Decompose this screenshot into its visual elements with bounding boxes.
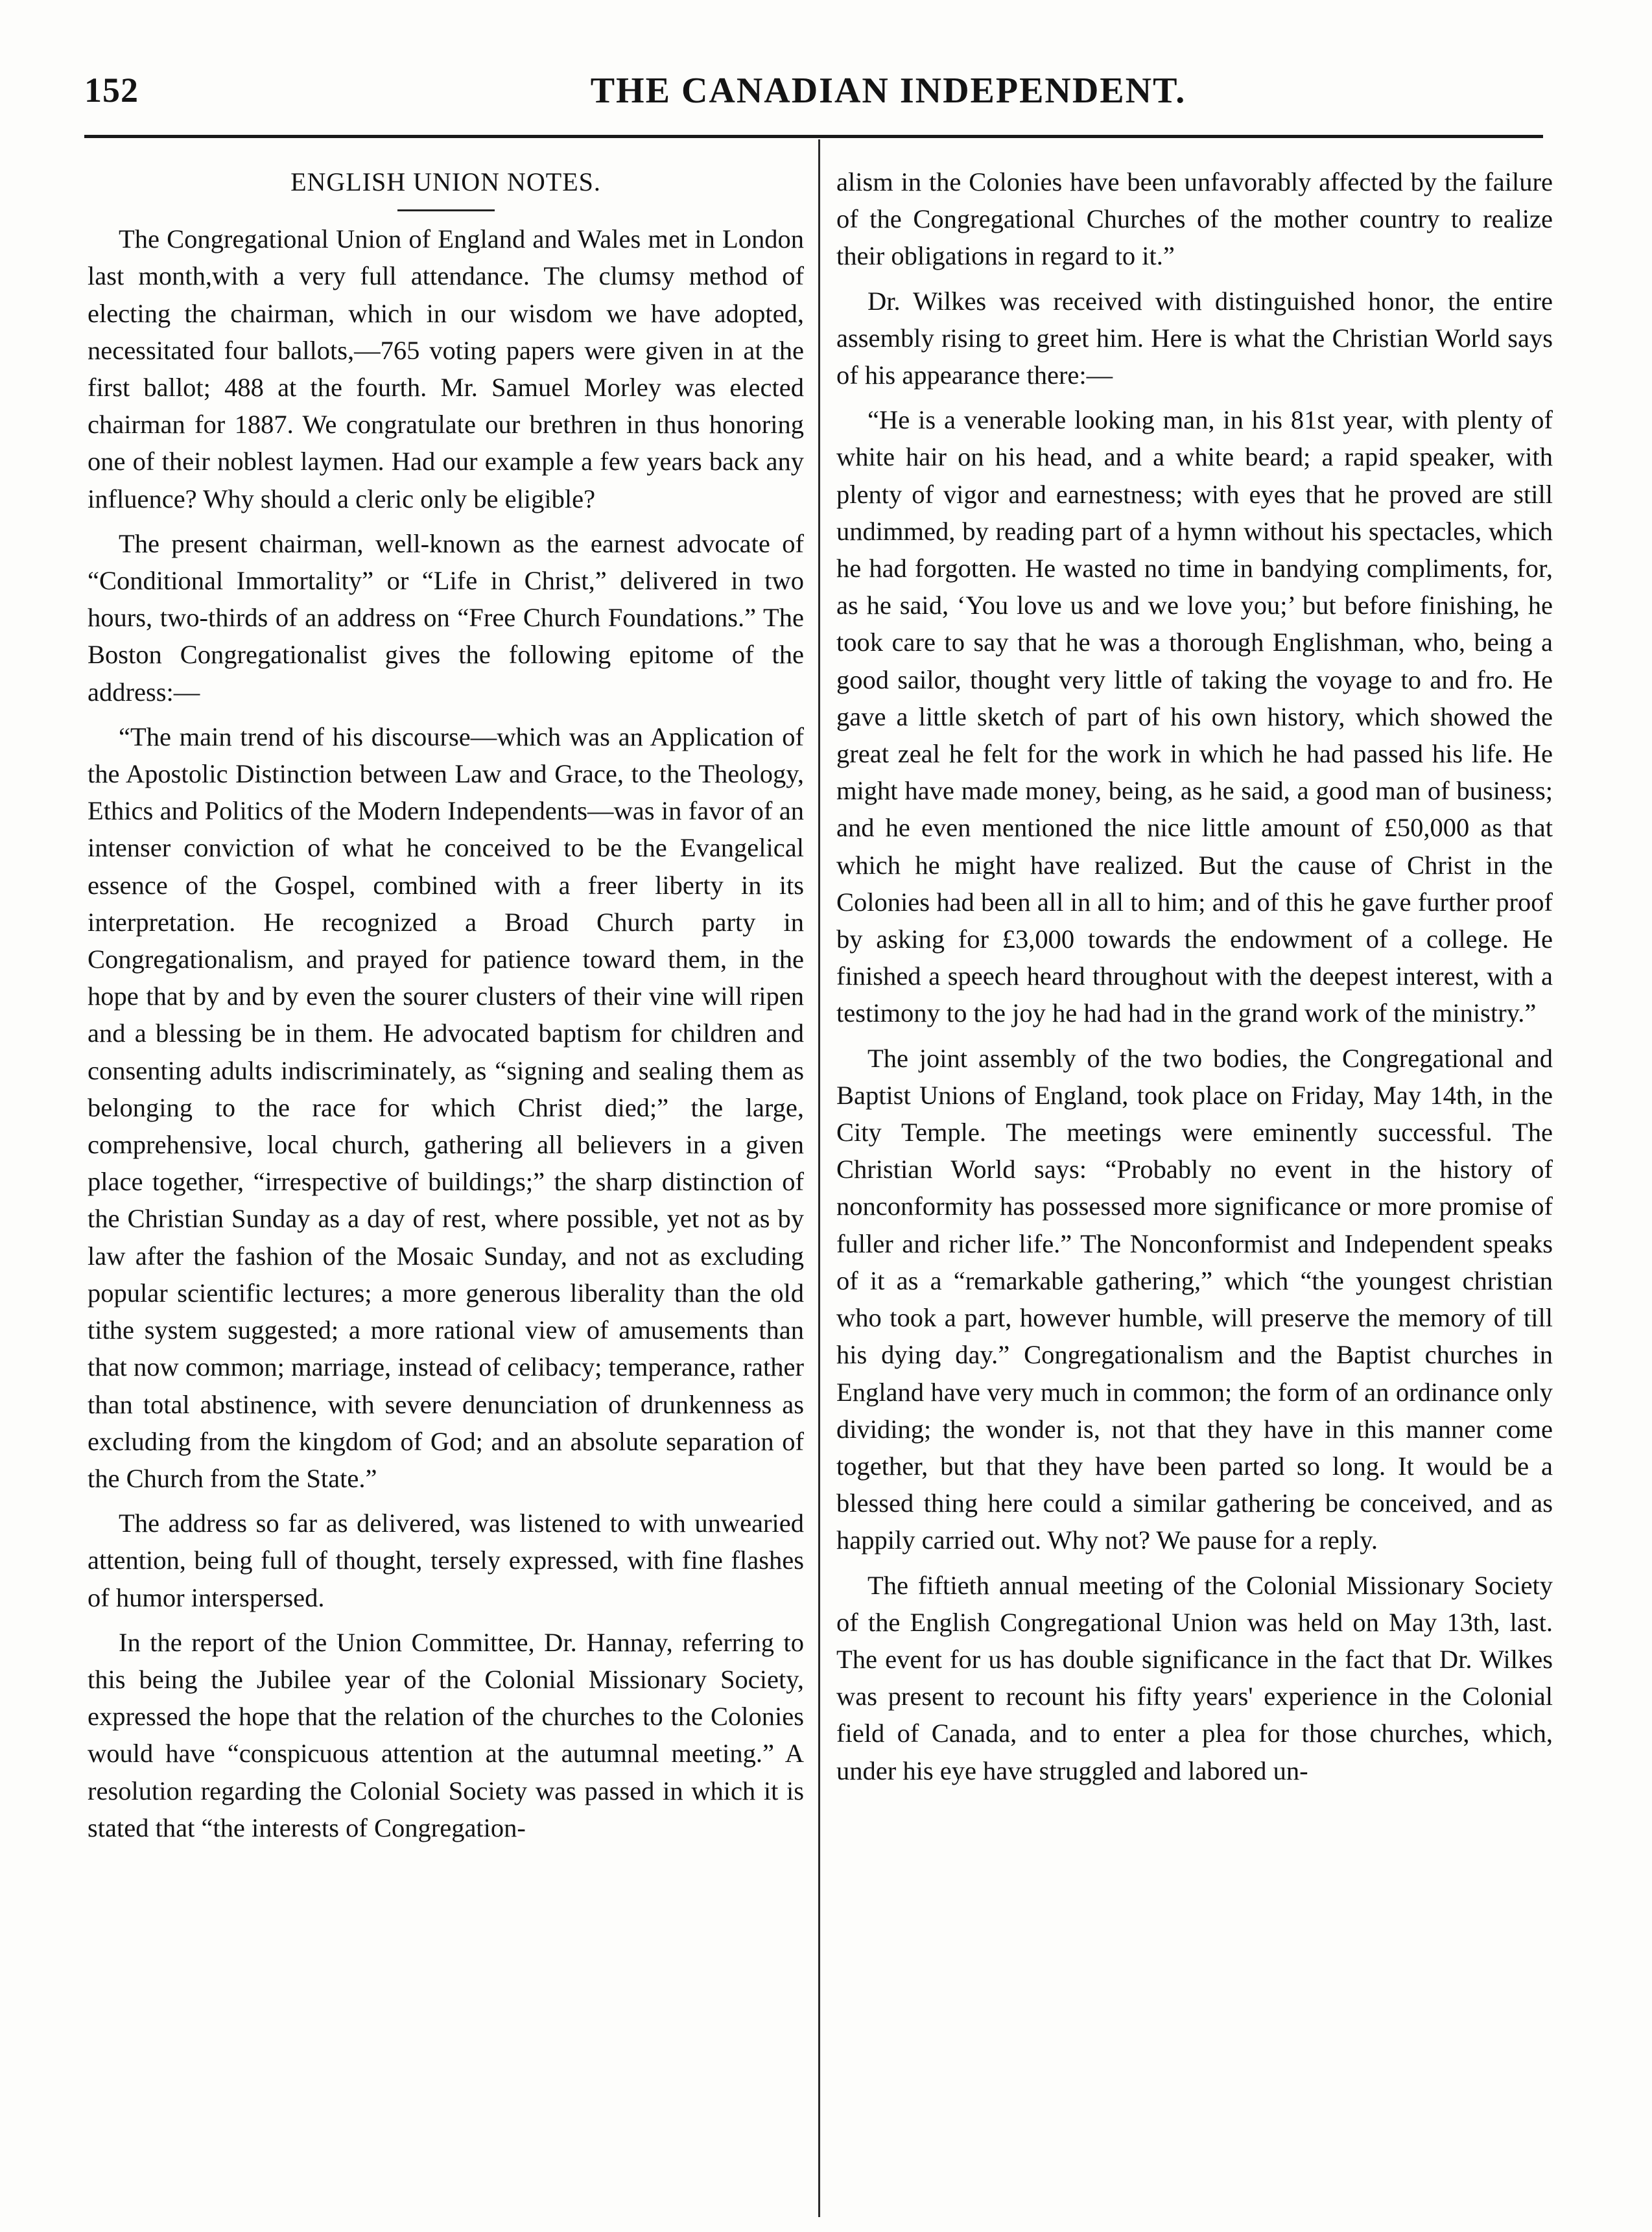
title-rule xyxy=(397,209,495,211)
paragraph-continuation: alism in the Colonies have been unfavorably affected by the failure of the Congregational Churches of the mother country to realize their obligations in regard to it.” xyxy=(836,167,1553,271)
quoted-paragraph: “The main trend of his discourse—which was an Application of the Apostolic Distinction between Law and Grace, to the Theology, Ethics and Politics of the Modern Independents—was in favor of an intenser conviction of what he conceived to be the Evangelical essence of the Gospel, combined with a freer liberty in its interpretation. He recognized a Broad Church party in Congregationalism, and prayed for patience toward them, in the hope that by and by even the sourer clusters of their vine will ripen and a blessing be in them. He advocated baptism for children and consenting adults indiscriminately, as “signing and sealing them as belonging to the race for which Christ died;” the large, comprehensive, local church, gathering all believers in a given place together, “irrespective of buildings;” the sharp distinction of the Christian Sunday as a day of rest, where possible, yet not as by law after the fashion of the Mosaic Sunday, and not as excluding popular scientific lectures; a more generous liberality than the old tithe system suggested; a more rational view of amusements than that now common; marriage, instead of celibacy; temperance, rather than total abstinence, with severe denunciation of drunkenness as excluding from the kingdom of God; and an absolute separation of the Church from the State.” xyxy=(88,722,804,1493)
paragraph: The fiftieth annual meeting of the Colonial Missionary Society of the English Congregational Union was held on May 13th, last. The event for us has double significance in the fact that Dr. Wilkes was present to recount his fifty years' experience in the Colonial field of Canada, and to enter a plea for those churches, which, under his eye have struggled and labored un- xyxy=(836,1570,1553,1785)
left-column xyxy=(88,163,804,1854)
right-column xyxy=(836,163,1553,1797)
quoted-paragraph: “He is a venerable looking man, in his 81st year, with plenty of white hair on his head, and a white beard; a rapid speaker, with plenty of vigor and earnestness; with eyes that he proved are still undimmed, by reading part of a hymn without his spectacles, which he had forgotten. He wasted no time in bandying compliments, for, as he said, ‘You love us and we love you;’ but before finishing, he took care to say that he was a thorough Englishman, who, being a good sailor, thought very little of taking the voyage to and fro. He gave a little sketch of part of his own history, which showed the great zeal he felt for the work in which he had passed his life. He might have made money, being, as he said, a good man of business; and he even mentioned the nice little amount of £50,000 as that which he might have realized. But the cause of Christ in the Colonies had been all in all to him; and of this he gave further proof by asking for £3,000 towards the endowment of a college. He finished a speech heard throughout with the deepest interest, with a testimony to the joy he had had in the grand work of the ministry.” xyxy=(836,405,1553,1028)
column-divider xyxy=(818,139,820,2217)
paragraph: The present chairman, well-known as the earnest advocate of “Conditional Immortality” or “Life in Christ,” delivered in two hours, two-thirds of an address on “Free Church Foundations.” The Boston Congregationalist gives the following epitome of the address:— xyxy=(88,528,804,707)
journal-title: THE CANADIAN INDEPENDENT. xyxy=(590,71,1186,111)
paragraph: The Congregational Union of England and Wales met in London last month,with a very full attendance. The clumsy method of electing the chairman, which in our wisdom we have adopted, necessitated four ballots,—765 voting papers were given in at the first ballot; 488 at the fourth. Mr. Samuel Morley was elected chairman for 1887. We congratulate our brethren in thus honoring one of their noblest laymen. Had our example a few years back any influence? Why should a cleric only be eligible? xyxy=(88,224,804,513)
article-title: ENGLISH UNION NOTES. xyxy=(290,167,601,196)
header-rule xyxy=(84,135,1543,138)
paragraph: The address so far as delivered, was listened to with unwearied attention, being full of thought, tersely expressed, with fine flashes of humor interspersed. xyxy=(88,1509,804,1612)
paragraph: The joint assembly of the two bodies, the Congregational and Baptist Unions of England, took place on Friday, May 14th, in the City Temple. The meetings were eminently successful. The Christian World says: “Probably no event in the history of nonconformity has possessed more significance or more promise of fuller and richer life.” The Nonconformist and Independent speaks of it as a “remarkable gathering,” which “the youngest christian who took a part, however humble, will preserve the memory of till his dying day.” Congregationalism and the Baptist churches in England have very much in common; the form of an ordinance only dividing; the wonder is, not that they have in this manner come together, but that they have been parted so long. It would be a blessed thing here could a similar gathering be conceived, and as happily carried out. Why not? We pause for a reply. xyxy=(836,1043,1553,1555)
paragraph: In the report of the Union Committee, Dr. Hannay, referring to this being the Jubilee year of the Colonial Missionary Society, expressed the hope that the relation of the churches to the Colonies would have “conspicuous attention at the autumnal meeting.” A resolution regarding the Colonial Society was passed in which it is stated that “the interests of Congregation- xyxy=(88,1627,804,1842)
page-header xyxy=(84,70,1543,128)
paragraph: Dr. Wilkes was received with distinguished honor, the entire assembly rising to greet him. Here is what the Christian World says of his appearance there:— xyxy=(836,286,1553,390)
page-number: 152 xyxy=(84,71,139,110)
